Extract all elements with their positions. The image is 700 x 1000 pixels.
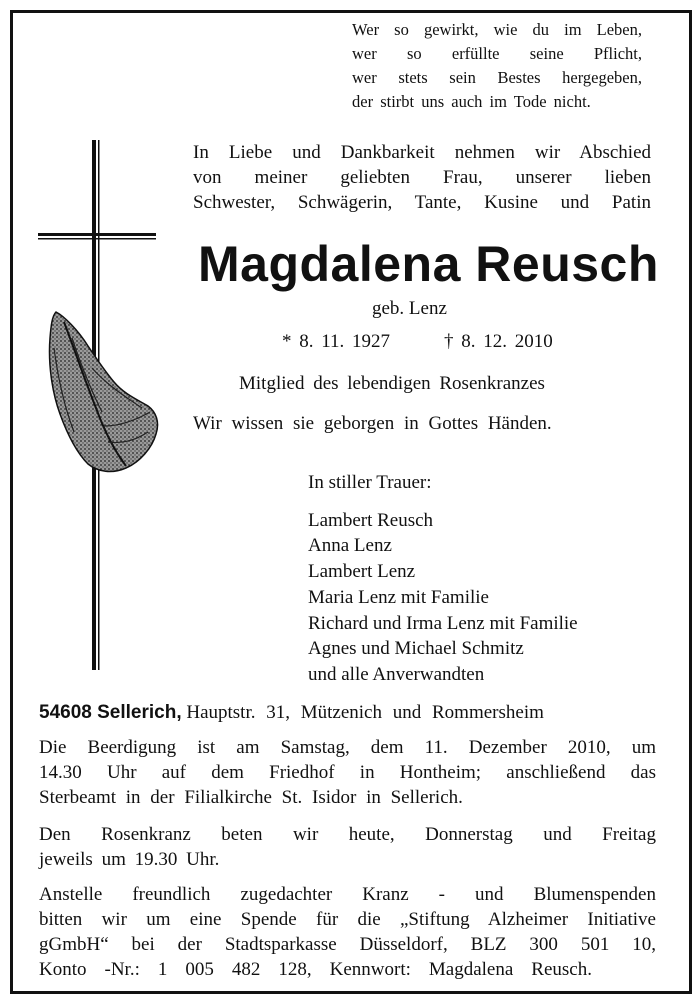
funeral-info xyxy=(39,735,656,810)
birth-date: * 8. 11. 1927 xyxy=(282,331,391,352)
mourner-name: Anna Lenz xyxy=(308,535,392,557)
address-city: 54608 Sellerich, xyxy=(39,702,182,723)
faith-line: Wir wissen sie geborgen in Gottes Händen. xyxy=(193,413,552,434)
intro-line: Schwester, Schwägerin, Tante, Kusine und Patin xyxy=(193,192,651,213)
intro-text xyxy=(193,140,651,215)
death-date: † 8. 12. 2010 xyxy=(444,331,553,352)
mourner-name: Lambert Reusch xyxy=(308,509,434,531)
donation-line: bitten wir um eine Spende für die „Stiftung Alzheimer Initiative xyxy=(39,909,656,930)
maiden-name: geb. Lenz xyxy=(372,298,447,319)
funeral-line: Sterbeamt in der Filialkirche St. Isidor in Sellerich. xyxy=(39,787,463,808)
deceased-name: Magdalena Reusch xyxy=(198,236,659,292)
mourners-heading: In stiller Trauer: xyxy=(308,472,432,493)
rosary-line: jeweils um 19.30 Uhr. xyxy=(39,849,220,870)
rosary-line: Den Rosenkranz beten wir heute, Donnerstag und Freitag xyxy=(39,824,656,845)
poem-line: wer stets sein Bestes hergegeben, xyxy=(352,68,642,87)
donation-info xyxy=(39,882,656,982)
address-line xyxy=(39,700,544,725)
poem-line: der stirbt uns auch im Tode nicht. xyxy=(352,92,591,111)
intro-line: In Liebe und Dankbarkeit nehmen wir Abschied xyxy=(193,142,651,163)
mourner-name: Agnes und Michael Schmitz xyxy=(308,638,524,660)
mourner-name: Richard und Irma Lenz mit Familie xyxy=(308,612,578,634)
mourners-list xyxy=(308,470,578,688)
poem xyxy=(352,18,642,114)
rosary-info xyxy=(39,822,656,872)
poem-line: wer so erfüllte seine Pflicht, xyxy=(352,44,642,63)
poem-line: Wer so gewirkt, wie du im Leben, xyxy=(352,20,642,39)
donation-line: Anstelle freundlich zugedachter Kranz - und Blumenspenden xyxy=(39,884,656,905)
intro-line: von meiner geliebten Frau, unserer lieben xyxy=(193,167,651,188)
funeral-line: 14.30 Uhr auf dem Friedhof in Hontheim; anschließend das xyxy=(39,762,656,783)
donation-line: gGmbH“ bei der Stadtsparkasse Düsseldorf, BLZ 300 501 10, xyxy=(39,934,656,955)
donation-line: Konto -Nr.: 1 005 482 128, Kennwort: Magdalena Reusch. xyxy=(39,959,592,980)
mourner-name: Lambert Lenz xyxy=(308,561,416,583)
mourner-name: Maria Lenz mit Familie xyxy=(308,586,489,608)
praying-hands-icon xyxy=(44,308,162,478)
mourner-name: und alle Anverwandten xyxy=(308,663,485,685)
funeral-line: Die Beerdigung ist am Samstag, dem 11. Dezember 2010, um xyxy=(39,737,656,758)
membership-line: Mitglied des lebendigen Rosenkranzes xyxy=(239,373,545,394)
address-rest: Hauptstr. 31, Mützenich und Rommersheim xyxy=(186,702,544,723)
